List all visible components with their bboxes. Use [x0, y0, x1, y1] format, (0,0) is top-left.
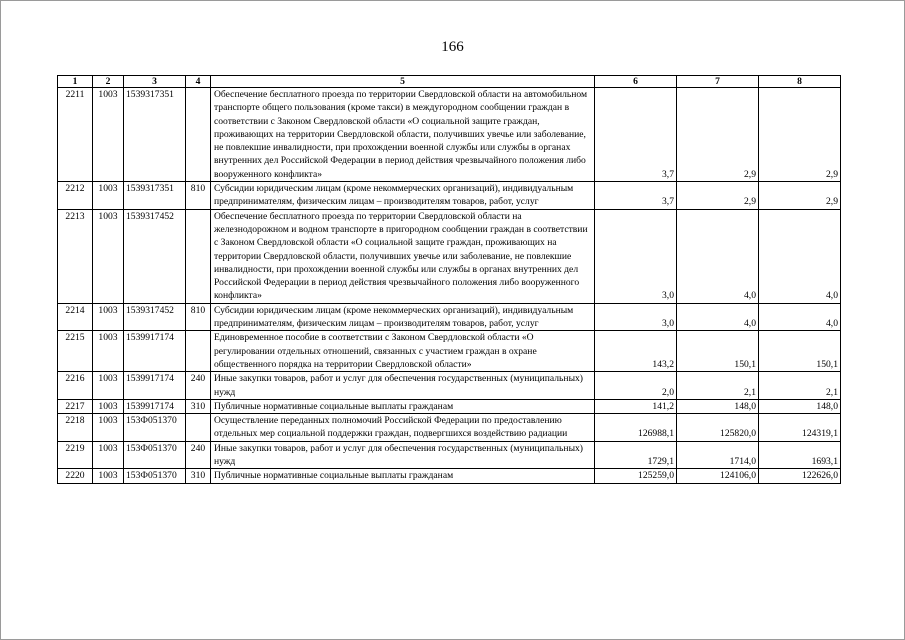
header-cell: 2: [93, 76, 124, 88]
section-code: 1003: [93, 303, 124, 331]
amount-year-1: 126988,1: [595, 414, 677, 442]
description: Обеспечение бесплатного проезда по территории Свердловской области на автомобильном транспорте общего пользования (кроме такси) в междугородном сообщении граждан в соответствии с Законом Свердловской области «О социальной защите граждан, проживающих на территории Свердловской области, получивших увечье или заболевание, не повлекшие инвалидности, при прохождении военной службы или службы в органах внутренних дел Российской Федерации в период действия чрезвычайного положения либо вооруженного конфликта»: [211, 88, 595, 182]
description: Осуществление переданных полномочий Российской Федерации по предоставлению отдельных мер социальной поддержки граждан, подвергшихся воздействию радиации: [211, 414, 595, 442]
amount-year-2: 1714,0: [677, 441, 759, 469]
line-number: 2220: [58, 469, 93, 483]
description: Субсидии юридическим лицам (кроме некоммерческих организаций), индивидуальным предпринимателям, физическим лицам – производителям товаров, работ, услуг: [211, 303, 595, 331]
table-row: [58, 441, 841, 469]
line-number: 2219: [58, 441, 93, 469]
section-code: 1003: [93, 209, 124, 303]
budget-table: [57, 75, 841, 484]
header-cell: 6: [595, 76, 677, 88]
expense-type-code: 810: [186, 303, 211, 331]
description: Иные закупки товаров, работ и услуг для обеспечения государственных (муниципальных) нужд: [211, 372, 595, 400]
target-article-code: 1539317351: [124, 182, 186, 210]
line-number: 2216: [58, 372, 93, 400]
amount-year-3: 124319,1: [759, 414, 841, 442]
section-code: 1003: [93, 182, 124, 210]
target-article-code: 153Ф051370: [124, 469, 186, 483]
amount-year-3: 122626,0: [759, 469, 841, 483]
section-code: 1003: [93, 399, 124, 413]
expense-type-code: [186, 414, 211, 442]
line-number: 2218: [58, 414, 93, 442]
target-article-code: 153Ф051370: [124, 414, 186, 442]
target-article-code: 1539317452: [124, 209, 186, 303]
amount-year-1: 1729,1: [595, 441, 677, 469]
description: Субсидии юридическим лицам (кроме некоммерческих организаций), индивидуальным предпринимателям, физическим лицам – производителям товаров, работ, услуг: [211, 182, 595, 210]
line-number: 2215: [58, 331, 93, 372]
amount-year-1: 3,7: [595, 88, 677, 182]
expense-type-code: 240: [186, 372, 211, 400]
header-cell: 7: [677, 76, 759, 88]
amount-year-1: 143,2: [595, 331, 677, 372]
header-cell: 4: [186, 76, 211, 88]
table-row: [58, 399, 841, 413]
amount-year-2: 150,1: [677, 331, 759, 372]
section-code: 1003: [93, 372, 124, 400]
amount-year-2: 125820,0: [677, 414, 759, 442]
expense-type-code: [186, 331, 211, 372]
section-code: 1003: [93, 441, 124, 469]
description: Иные закупки товаров, работ и услуг для обеспечения государственных (муниципальных) нужд: [211, 441, 595, 469]
amount-year-3: 4,0: [759, 303, 841, 331]
expense-type-code: 310: [186, 399, 211, 413]
line-number: 2214: [58, 303, 93, 331]
amount-year-3: 4,0: [759, 209, 841, 303]
expense-type-code: 810: [186, 182, 211, 210]
line-number: 2212: [58, 182, 93, 210]
expense-type-code: 310: [186, 469, 211, 483]
line-number: 2217: [58, 399, 93, 413]
description: Обеспечение бесплатного проезда по территории Свердловской области на железнодорожном и водном транспорте в пригородном сообщении граждан в соответствии с Законом Свердловской области «О социальной защите граждан, проживающих на территории Свердловской области, получивших увечье или заболевание, не повлекшие инвалидности, при прохождении военной службы или службы в органах внутренних дел Российской Федерации в период действия чрезвычайного положения либо вооруженного конфликта»: [211, 209, 595, 303]
amount-year-2: 148,0: [677, 399, 759, 413]
amount-year-3: 2,9: [759, 182, 841, 210]
amount-year-3: 2,9: [759, 88, 841, 182]
description: Публичные нормативные социальные выплаты гражданам: [211, 469, 595, 483]
target-article-code: 153Ф051370: [124, 441, 186, 469]
target-article-code: 1539917174: [124, 331, 186, 372]
line-number: 2213: [58, 209, 93, 303]
amount-year-2: 2,1: [677, 372, 759, 400]
target-article-code: 1539917174: [124, 399, 186, 413]
amount-year-1: 3,7: [595, 182, 677, 210]
table-row: [58, 372, 841, 400]
table-row: [58, 414, 841, 442]
header-cell: 3: [124, 76, 186, 88]
amount-year-1: 2,0: [595, 372, 677, 400]
amount-year-1: 125259,0: [595, 469, 677, 483]
amount-year-3: 2,1: [759, 372, 841, 400]
target-article-code: 1539317452: [124, 303, 186, 331]
description: Публичные нормативные социальные выплаты гражданам: [211, 399, 595, 413]
table-row: [58, 88, 841, 182]
table-row: [58, 209, 841, 303]
page-number: 166: [441, 39, 464, 55]
amount-year-3: 1693,1: [759, 441, 841, 469]
expense-type-code: [186, 88, 211, 182]
description: Единовременное пособие в соответствии с Законом Свердловской области «О регулировании отдельных отношений, связанных с участием граждан в охране общественного порядка на территории Свердловской области»: [211, 331, 595, 372]
table-row: [58, 331, 841, 372]
table-row: [58, 469, 841, 483]
table-row: [58, 303, 841, 331]
section-code: 1003: [93, 331, 124, 372]
amount-year-3: 148,0: [759, 399, 841, 413]
amount-year-2: 4,0: [677, 209, 759, 303]
amount-year-2: 2,9: [677, 88, 759, 182]
table-header-row: [58, 76, 841, 88]
amount-year-2: 124106,0: [677, 469, 759, 483]
amount-year-3: 150,1: [759, 331, 841, 372]
amount-year-2: 2,9: [677, 182, 759, 210]
amount-year-2: 4,0: [677, 303, 759, 331]
header-cell: 8: [759, 76, 841, 88]
amount-year-1: 141,2: [595, 399, 677, 413]
section-code: 1003: [93, 414, 124, 442]
section-code: 1003: [93, 469, 124, 483]
expense-type-code: 240: [186, 441, 211, 469]
header-cell: 1: [58, 76, 93, 88]
expense-type-code: [186, 209, 211, 303]
line-number: 2211: [58, 88, 93, 182]
target-article-code: 1539917174: [124, 372, 186, 400]
section-code: 1003: [93, 88, 124, 182]
header-cell: 5: [211, 76, 595, 88]
amount-year-1: 3,0: [595, 303, 677, 331]
table-row: [58, 182, 841, 210]
target-article-code: 1539317351: [124, 88, 186, 182]
amount-year-1: 3,0: [595, 209, 677, 303]
